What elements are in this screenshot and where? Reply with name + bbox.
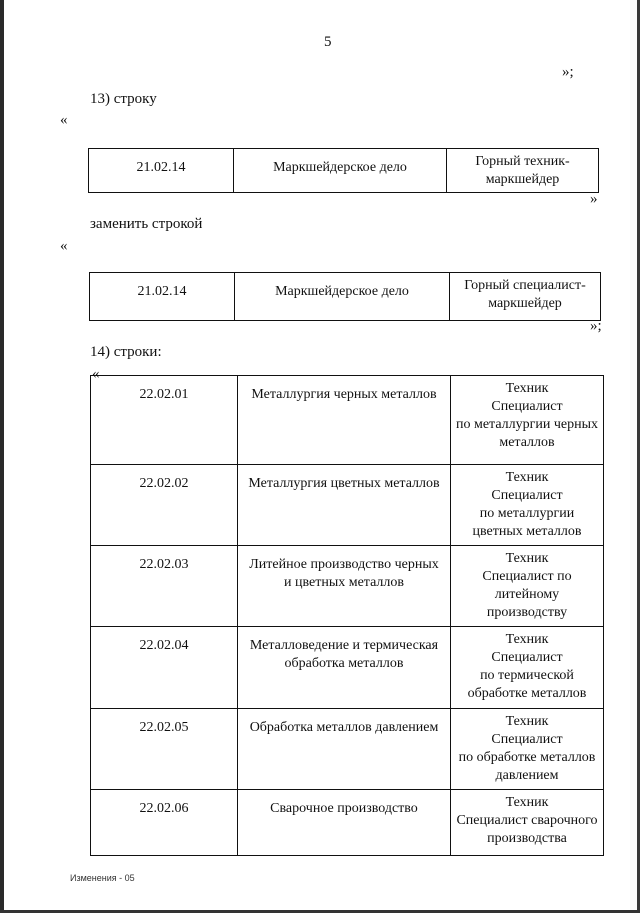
specialty-name (238, 790, 451, 856)
qualification-line: Техник (505, 714, 549, 729)
qualification-line: по металлургии черных (455, 417, 599, 432)
table-row (91, 790, 604, 856)
specialty-code: 22.02.06 (91, 790, 238, 856)
qualification-line: по термической (480, 668, 574, 683)
specialty-name-line: Металлургия цветных металлов (248, 476, 440, 491)
specialty-name: Маркшейдерское дело (235, 273, 450, 321)
opening-quote-1: « (60, 112, 68, 128)
qualification-line: Специалист по (482, 569, 572, 584)
qualification-line: маркшейдер (488, 296, 562, 311)
opening-quote-2: « (60, 238, 68, 254)
specialty-name: Маркшейдерское дело (234, 149, 447, 193)
qualification-line: по металлургии (479, 506, 575, 521)
table-row (90, 273, 601, 321)
specialty-name (238, 627, 451, 709)
specialty-code: 22.02.03 (91, 546, 238, 627)
specialty-name-line: обработка металлов (284, 656, 404, 671)
qualification-cell (447, 149, 599, 193)
qualification-line: Специалист (491, 399, 563, 414)
closing-quote-2: » (590, 191, 598, 207)
footer-note: Изменения - 05 (70, 873, 135, 883)
qualification-line: Техник (505, 381, 549, 396)
qualification-line: производству (486, 605, 568, 620)
qualification-cell (451, 376, 604, 465)
qualification-line: маркшейдер (485, 172, 560, 187)
replace-text: заменить строкой (90, 216, 203, 232)
qualification-line: обработке металлов (467, 686, 587, 701)
specialty-code: 22.02.05 (91, 709, 238, 790)
qualification-line: производства (487, 831, 567, 846)
qualification-line: цветных металлов (472, 524, 582, 539)
specialty-name-line: и цветных металлов (283, 575, 405, 590)
qualification-cell (451, 546, 604, 627)
qualification-cell (451, 627, 604, 709)
specialty-name-line: Литейное производство черных (249, 557, 439, 572)
item-14-heading: 14) строки: (90, 344, 162, 360)
qualification-line: Горный специалист- (464, 278, 586, 293)
specialty-code: 21.02.14 (90, 273, 235, 321)
qualification-line: Специалист (491, 732, 563, 747)
qualification-line: Техник (505, 795, 549, 810)
new-row-table (89, 272, 601, 321)
qualification-line: Специалист (491, 650, 563, 665)
item-13-heading: 13) строку (90, 91, 157, 107)
qualification-line: металлов (499, 435, 555, 450)
qualification-line: давлением (495, 768, 559, 783)
specialty-code: 22.02.04 (91, 627, 238, 709)
qualification-cell (451, 790, 604, 856)
table-row (91, 465, 604, 546)
table-row (91, 627, 604, 709)
qualification-line: Специалист сварочного (456, 813, 598, 828)
table-row (91, 709, 604, 790)
opening-quote-3: « (92, 366, 100, 382)
qualification-cell (451, 465, 604, 546)
specialty-name-line: Сварочное производство (270, 801, 418, 816)
qualification-line: Техник (505, 551, 549, 566)
page-number: 5 (324, 34, 332, 50)
specialty-name-line: Металлургия черных металлов (251, 387, 437, 402)
closing-quote-3: »; (590, 318, 602, 334)
qualification-line: Горный техник- (475, 154, 570, 169)
qualification-cell (451, 709, 604, 790)
specialty-name (238, 465, 451, 546)
closing-quote-top: »; (562, 64, 574, 80)
qualification-line: Техник (505, 470, 549, 485)
table-row (91, 546, 604, 627)
specialty-name (238, 376, 451, 465)
qualification-cell (450, 273, 601, 321)
qualification-line: Техник (505, 632, 549, 647)
qualification-line: Специалист (491, 488, 563, 503)
specialty-name-line: Обработка металлов давлением (249, 720, 439, 735)
specialties-table (90, 375, 604, 856)
scan-edge-left (0, 0, 4, 913)
qualification-line: литейному (494, 587, 560, 602)
qualification-line: по обработке металлов (458, 750, 596, 765)
specialty-code: 21.02.14 (89, 149, 234, 193)
specialty-code: 22.02.01 (91, 376, 238, 465)
specialty-name-line: Металловедение и термическая (249, 638, 439, 653)
old-row-table (88, 148, 599, 193)
table-row (91, 376, 604, 465)
specialty-code: 22.02.02 (91, 465, 238, 546)
table-row (89, 149, 599, 193)
specialty-name (238, 709, 451, 790)
specialty-name (238, 546, 451, 627)
